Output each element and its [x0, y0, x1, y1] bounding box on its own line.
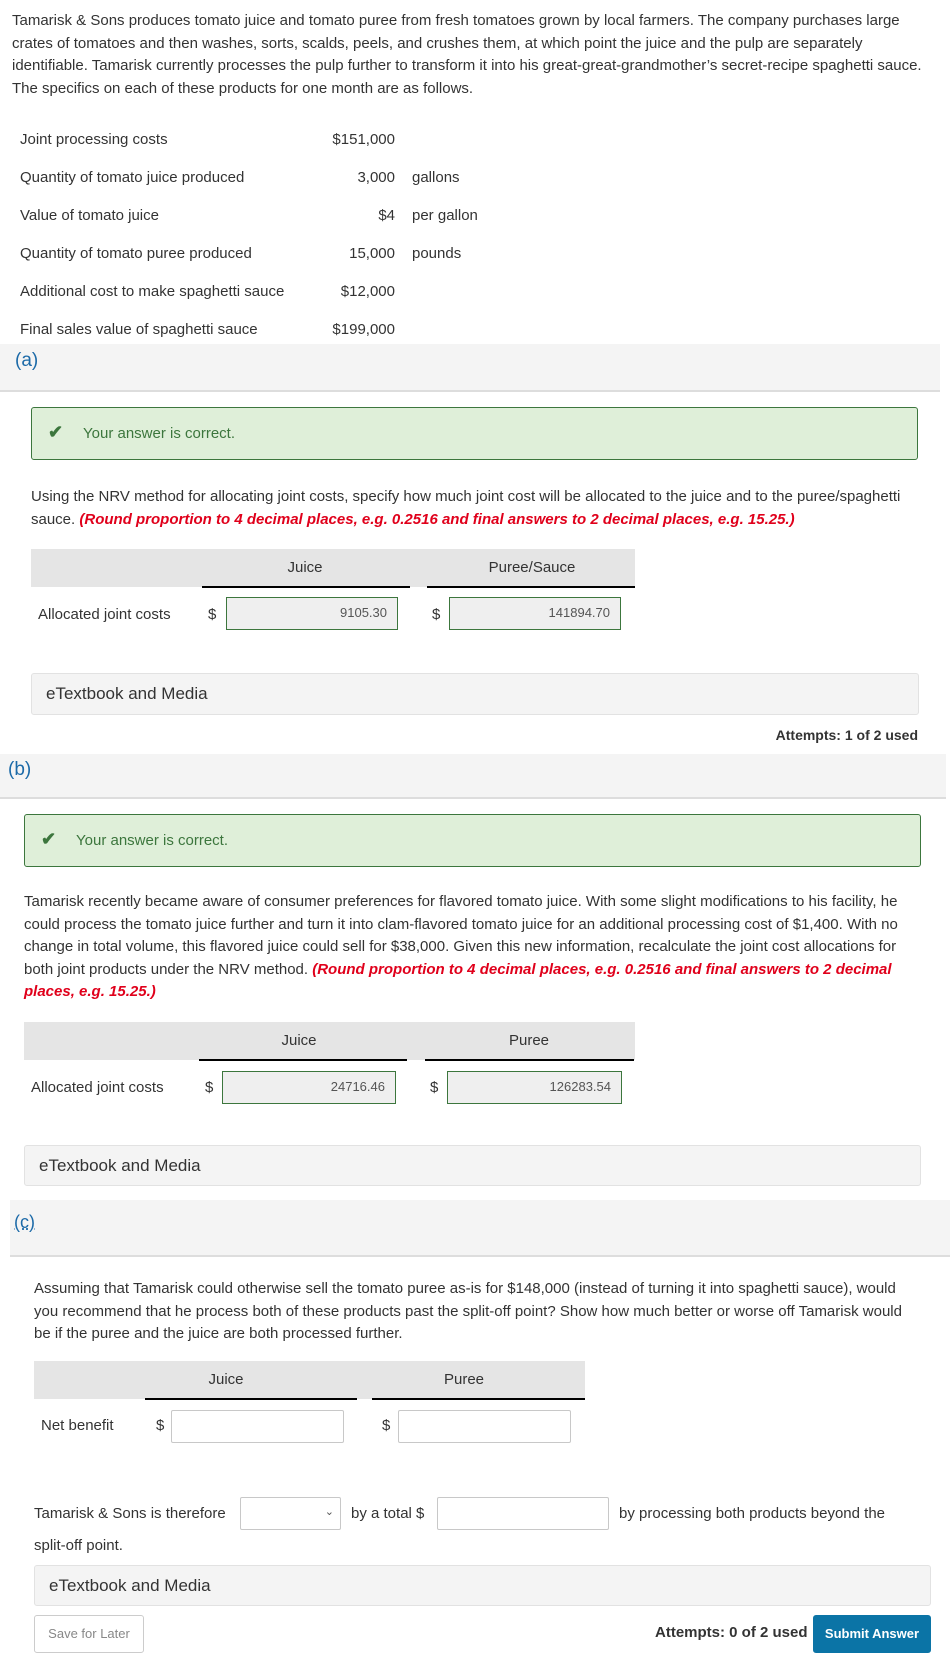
etextbook-media-b[interactable]: eTextbook and Media — [24, 1145, 921, 1186]
part-a-feedback — [31, 407, 918, 460]
puree-allocated-input[interactable]: 141894.70 — [449, 597, 621, 630]
row-label-allocated: Allocated joint costs — [38, 606, 171, 623]
given-value: 15,000 — [349, 245, 395, 262]
conclusion-text-mid: by a total $ — [351, 1505, 425, 1522]
conclusion-text-end: by processing both products beyond the — [619, 1505, 886, 1522]
col-juice: Juice — [287, 559, 323, 576]
juice-allocated-input[interactable]: 9105.30 — [226, 597, 398, 630]
feedback-text: Your answer is correct. — [76, 832, 229, 849]
conclusion-text-start: Tamarisk & Sons is therefore — [34, 1505, 226, 1522]
part-b-label: (b) — [8, 759, 32, 780]
currency-sign: $ — [208, 606, 217, 623]
given-label: Additional cost to make spaghetti sauce — [20, 283, 285, 300]
submit-answer-button[interactable]: Submit Answer — [813, 1615, 931, 1653]
part-a-question — [31, 486, 911, 531]
puree-allocated-input[interactable]: 126283.54 — [447, 1071, 622, 1104]
given-label: Value of tomato juice — [20, 207, 159, 224]
rounding-instruction: (Round proportion to 4 decimal places, e.g. 0.2516 and final answers to 2 decimal places, e.g. 15.25.) — [24, 960, 892, 1000]
etextbook-media-c[interactable]: eTextbook and Media — [34, 1565, 931, 1606]
part-c-question: Assuming that Tamarisk could otherwise sell the tomato puree as-is for $148,000 (instead of turning it into spaghetti sauce), would you recommend that he process both of these products past the split-off point? Show how much better or worse off Tamarisk would be if the puree and the juice are both processed further. — [34, 1280, 902, 1342]
given-unit: gallons — [412, 169, 460, 186]
question-text: Using the NRV method for allocating joint costs, specify how much joint cost will be allocated to the juice and to the puree/spaghetti sauce. — [31, 488, 901, 528]
given-unit: pounds — [412, 245, 462, 262]
given-label: Quantity of tomato juice produced — [20, 169, 245, 186]
given-value: $151,000 — [332, 131, 395, 148]
currency-sign: $ — [432, 606, 441, 623]
currency-sign: $ — [156, 1417, 165, 1434]
part-a-header — [0, 344, 940, 392]
checkmark-icon: ✔ — [41, 829, 57, 849]
given-value: $12,000 — [340, 283, 395, 300]
conclusion-text-wrap: split-off point. — [34, 1537, 123, 1554]
problem-intro: Tamarisk & Sons produces tomato juice and tomato puree from fresh tomatoes grown by local farmers. The company purchases large crates of tomatoes and then washes, sorts, scalds, peels, and crushes them, at which point the juice and the pulp are separately identifiable. Tamarisk currently processes the pulp further to transform it into his great-great-grandmother’s secret-recipe spaghetti sauce. The specifics on each of these products for one month are as follows. — [12, 12, 922, 97]
col-underline — [199, 1059, 407, 1061]
rounding-instruction: (Round proportion to 4 decimal places, e.g. 0.2516 and final answers to 2 decimal places, e.g. 15.25.) — [79, 510, 795, 528]
given-label: Final sales value of spaghetti sauce — [20, 321, 258, 338]
puree-net-benefit-input[interactable] — [398, 1410, 571, 1443]
col-juice: Juice — [281, 1032, 317, 1049]
given-value: $4 — [378, 207, 395, 224]
currency-sign: $ — [430, 1079, 439, 1096]
given-label: Joint processing costs — [20, 131, 168, 148]
col-underline — [425, 1059, 634, 1061]
juice-allocated-input[interactable]: 24716.46 — [222, 1071, 396, 1104]
currency-sign: $ — [205, 1079, 214, 1096]
given-label: Quantity of tomato puree produced — [20, 245, 252, 262]
save-for-later-button[interactable]: Save for Later — [34, 1615, 144, 1653]
part-b-feedback — [24, 814, 921, 867]
given-value: $199,000 — [332, 321, 395, 338]
currency-sign: $ — [382, 1417, 391, 1434]
attempts-c: Attempts: 0 of 2 used — [655, 1624, 808, 1641]
better-worse-select[interactable] — [240, 1497, 341, 1530]
row-label-allocated: Allocated joint costs — [31, 1079, 164, 1096]
col-underline — [372, 1398, 585, 1400]
part-c-table-header — [34, 1361, 585, 1399]
total-amount-input[interactable] — [437, 1497, 609, 1530]
col-underline — [427, 586, 635, 588]
col-underline — [145, 1398, 357, 1400]
col-underline — [202, 586, 410, 588]
part-b-question — [24, 891, 929, 1004]
attempts-a: Attempts: 1 of 2 used — [775, 727, 918, 743]
part-b-table-header — [24, 1022, 635, 1060]
part-c-label[interactable]: (c) — [14, 1212, 35, 1232]
given-unit: per gallon — [412, 207, 478, 224]
col-puree-sauce: Puree/Sauce — [488, 559, 576, 576]
part-b-header — [0, 754, 946, 799]
juice-net-benefit-input[interactable] — [171, 1410, 344, 1443]
question-text: Tamarisk recently became aware of consumer preferences for flavored tomato juice. With some slight modifications to his facility, he could process the tomato juice further and turn it into clam-flavored tomato juice for an additional processing cost of $1,400. With no change in total volume, this flavored juice could sell for $38,000. Given this new information, recalculate the joint cost allocations for both joint products under the NRV method. — [24, 893, 898, 978]
row-label-net-benefit: Net benefit — [41, 1417, 114, 1434]
etextbook-media-a[interactable]: eTextbook and Media — [31, 673, 919, 715]
col-puree: Puree — [443, 1371, 485, 1388]
feedback-text: Your answer is correct. — [83, 425, 236, 442]
part-c-header — [10, 1200, 950, 1257]
col-puree: Puree — [508, 1032, 550, 1049]
col-juice: Juice — [208, 1371, 244, 1388]
given-value: 3,000 — [357, 169, 395, 186]
chevron-down-icon: ⌄ — [324, 1506, 334, 1518]
checkmark-icon: ✔ — [48, 422, 64, 442]
part-a-label: (a) — [15, 350, 39, 371]
part-a-table-header — [31, 549, 635, 587]
